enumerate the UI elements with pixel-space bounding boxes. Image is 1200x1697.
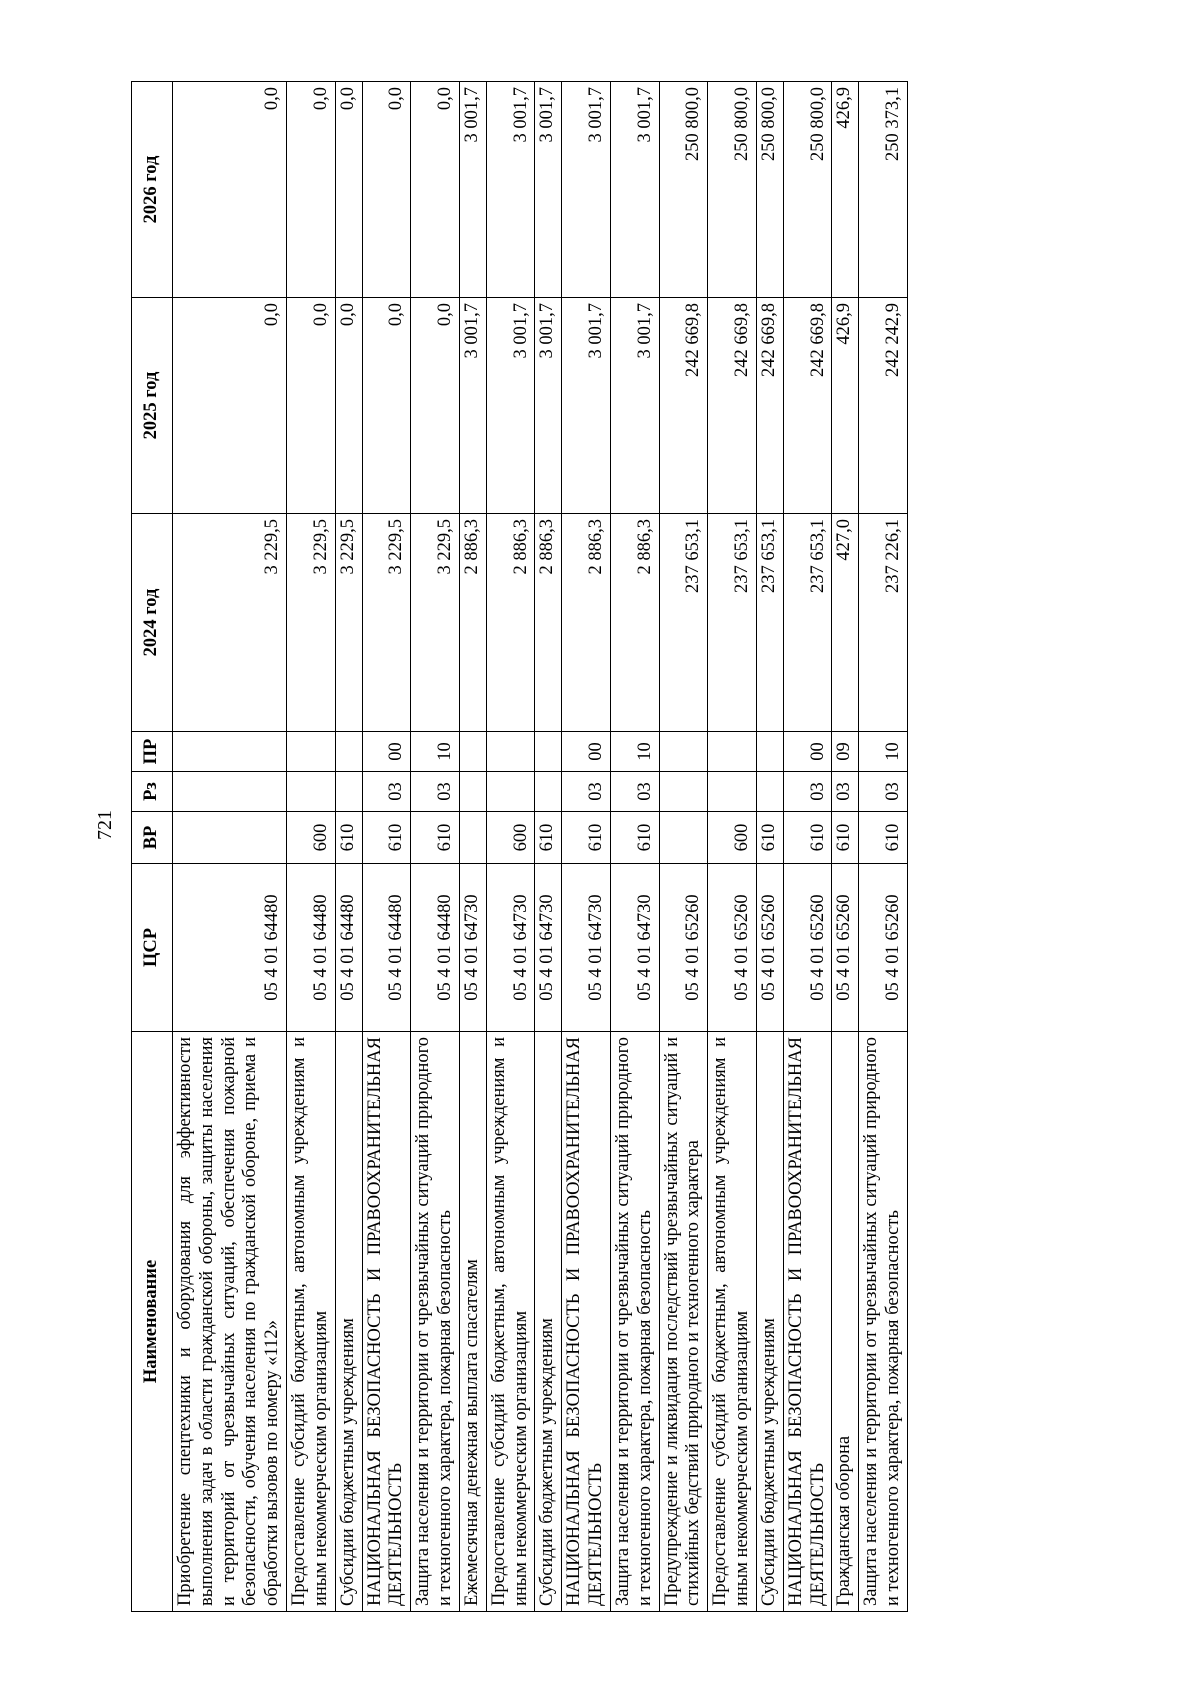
- table-body: [173, 82, 908, 1612]
- cell-2025: 3 001,7: [610, 298, 659, 514]
- table-row: [859, 82, 908, 1612]
- cell-pr: [756, 732, 783, 772]
- table-row: [659, 82, 708, 1612]
- cell-2026: 0,0: [362, 82, 411, 298]
- cell-rz: [535, 772, 562, 812]
- cell-rz: 03: [783, 772, 832, 812]
- table-row: [562, 82, 611, 1612]
- cell-vr: [173, 812, 287, 864]
- cell-rz: 03: [362, 772, 411, 812]
- table-row: [783, 82, 832, 1612]
- table-row: [411, 82, 460, 1612]
- cell-pr: 10: [859, 732, 908, 772]
- cell-2025: 0,0: [173, 298, 287, 514]
- cell-name: Субсидии бюджетным учреждениям: [335, 1032, 362, 1612]
- cell-name: Гражданская оборона: [832, 1032, 859, 1612]
- cell-2026: 0,0: [287, 82, 336, 298]
- cell-csr: 05 4 01 64480: [173, 864, 287, 1032]
- cell-pr: [659, 732, 708, 772]
- cell-pr: 00: [562, 732, 611, 772]
- cell-rz: [459, 772, 486, 812]
- table-row: [610, 82, 659, 1612]
- table-row: [832, 82, 859, 1612]
- cell-2026: 250 373,1: [859, 82, 908, 298]
- cell-vr: [659, 812, 708, 864]
- cell-vr: [459, 812, 486, 864]
- cell-2024: 2 886,3: [535, 514, 562, 732]
- cell-pr: 00: [362, 732, 411, 772]
- cell-2024: 237 226,1: [859, 514, 908, 732]
- cell-2024: 3 229,5: [411, 514, 460, 732]
- cell-name: Субсидии бюджетным учреждениям: [535, 1032, 562, 1612]
- cell-2026: 3 001,7: [610, 82, 659, 298]
- table-row: [486, 82, 535, 1612]
- cell-rz: 03: [859, 772, 908, 812]
- cell-2025: 242 669,8: [783, 298, 832, 514]
- page-number: 721: [94, 810, 116, 840]
- cell-2024: 427,0: [832, 514, 859, 732]
- cell-2026: 250 800,0: [783, 82, 832, 298]
- header-rz: Рз: [132, 772, 173, 812]
- cell-2024: 2 886,3: [459, 514, 486, 732]
- cell-name: Субсидии бюджетным учреждениям: [756, 1032, 783, 1612]
- cell-vr: 610: [832, 812, 859, 864]
- cell-vr: 610: [859, 812, 908, 864]
- cell-vr: 610: [362, 812, 411, 864]
- header-2024: 2024 год: [132, 514, 173, 732]
- cell-2025: 426,9: [832, 298, 859, 514]
- cell-vr: 610: [756, 812, 783, 864]
- cell-pr: [535, 732, 562, 772]
- cell-csr: 05 4 01 64730: [535, 864, 562, 1032]
- table-row: [335, 82, 362, 1612]
- cell-name: Предоставление субсидий бюджетным, автономным учреждениям и иным некоммерческим организациям: [708, 1032, 757, 1612]
- cell-csr: 05 4 01 64730: [610, 864, 659, 1032]
- cell-csr: 05 4 01 65260: [859, 864, 908, 1032]
- cell-2025: 0,0: [335, 298, 362, 514]
- cell-name: НАЦИОНАЛЬНАЯ БЕЗОПАСНОСТЬ И ПРАВООХРАНИТЕЛЬНАЯ ДЕЯТЕЛЬНОСТЬ: [783, 1032, 832, 1612]
- cell-rz: [756, 772, 783, 812]
- cell-2026: 0,0: [411, 82, 460, 298]
- cell-2024: 237 653,1: [783, 514, 832, 732]
- cell-2024: 3 229,5: [287, 514, 336, 732]
- cell-2025: 3 001,7: [486, 298, 535, 514]
- header-2025: 2025 год: [132, 298, 173, 514]
- cell-2025: 0,0: [411, 298, 460, 514]
- header-pr: ПР: [132, 732, 173, 772]
- cell-rz: 03: [610, 772, 659, 812]
- cell-2026: 250 800,0: [708, 82, 757, 298]
- table-row: [362, 82, 411, 1612]
- cell-2024: 3 229,5: [335, 514, 362, 732]
- cell-2026: 3 001,7: [535, 82, 562, 298]
- cell-2026: 426,9: [832, 82, 859, 298]
- header-2026: 2026 год: [132, 82, 173, 298]
- cell-pr: 09: [832, 732, 859, 772]
- cell-csr: 05 4 01 64480: [411, 864, 460, 1032]
- cell-csr: 05 4 01 65260: [832, 864, 859, 1032]
- cell-2024: 3 229,5: [173, 514, 287, 732]
- cell-name: Ежемесячная денежная выплата спасателям: [459, 1032, 486, 1612]
- cell-vr: 600: [486, 812, 535, 864]
- table-row: [287, 82, 336, 1612]
- cell-pr: [486, 732, 535, 772]
- cell-csr: 05 4 01 65260: [708, 864, 757, 1032]
- cell-2024: 2 886,3: [486, 514, 535, 732]
- cell-pr: [708, 732, 757, 772]
- cell-2026: 250 800,0: [659, 82, 708, 298]
- cell-2025: 3 001,7: [459, 298, 486, 514]
- cell-csr: 05 4 01 64730: [562, 864, 611, 1032]
- cell-2025: 3 001,7: [562, 298, 611, 514]
- cell-pr: 10: [610, 732, 659, 772]
- cell-csr: 05 4 01 64480: [335, 864, 362, 1032]
- cell-csr: 05 4 01 64480: [362, 864, 411, 1032]
- cell-vr: 600: [708, 812, 757, 864]
- cell-rz: 03: [562, 772, 611, 812]
- cell-name: Защита населения и территории от чрезвычайных ситуаций природного и техногенного характера, пожарная безопасность: [411, 1032, 460, 1612]
- cell-pr: 00: [783, 732, 832, 772]
- table-header-row: [132, 82, 173, 1612]
- cell-name: НАЦИОНАЛЬНАЯ БЕЗОПАСНОСТЬ И ПРАВООХРАНИТЕЛЬНАЯ ДЕЯТЕЛЬНОСТЬ: [562, 1032, 611, 1612]
- cell-vr: 600: [287, 812, 336, 864]
- cell-2025: 0,0: [287, 298, 336, 514]
- cell-rz: [287, 772, 336, 812]
- cell-csr: 05 4 01 65260: [756, 864, 783, 1032]
- cell-2025: 0,0: [362, 298, 411, 514]
- cell-rz: [335, 772, 362, 812]
- cell-2024: 2 886,3: [562, 514, 611, 732]
- cell-pr: 10: [411, 732, 460, 772]
- cell-2025: 242 669,8: [756, 298, 783, 514]
- cell-csr: 05 4 01 65260: [783, 864, 832, 1032]
- cell-2026: 0,0: [335, 82, 362, 298]
- cell-rz: [659, 772, 708, 812]
- cell-csr: 05 4 01 65260: [659, 864, 708, 1032]
- cell-2025: 242 242,9: [859, 298, 908, 514]
- cell-2024: 2 886,3: [610, 514, 659, 732]
- cell-2025: 242 669,8: [708, 298, 757, 514]
- cell-rz: 03: [411, 772, 460, 812]
- cell-name: Предоставление субсидий бюджетным, автономным учреждениям и иным некоммерческим организациям: [486, 1032, 535, 1612]
- header-vr: ВР: [132, 812, 173, 864]
- cell-2026: 3 001,7: [459, 82, 486, 298]
- table-row: [756, 82, 783, 1612]
- cell-2024: 3 229,5: [362, 514, 411, 732]
- header-name: Наименование: [132, 1032, 173, 1612]
- table-row: [459, 82, 486, 1612]
- cell-2026: 0,0: [173, 82, 287, 298]
- budget-table: [131, 81, 908, 1612]
- cell-vr: 610: [335, 812, 362, 864]
- cell-vr: 610: [610, 812, 659, 864]
- cell-pr: [173, 732, 287, 772]
- cell-rz: 03: [832, 772, 859, 812]
- cell-name: НАЦИОНАЛЬНАЯ БЕЗОПАСНОСТЬ И ПРАВООХРАНИТЕЛЬНАЯ ДЕЯТЕЛЬНОСТЬ: [362, 1032, 411, 1612]
- cell-2026: 3 001,7: [562, 82, 611, 298]
- cell-name: Предупреждение и ликвидация последствий чрезвычайных ситуаций и стихийных бедствий природного и техногенного характера: [659, 1032, 708, 1612]
- cell-rz: [708, 772, 757, 812]
- cell-rz: [486, 772, 535, 812]
- cell-2025: 3 001,7: [535, 298, 562, 514]
- cell-name: Приобретение спецтехники и оборудования для эффективности выполнения задач в области гражданской обороны, защиты населения и территорий от чрезвычайных ситуаций, обеспечения пожарной безопасности, обучения населения по гражданской обороне, приема и обработки вызовов по номеру «112»: [173, 1032, 287, 1612]
- cell-2024: 237 653,1: [659, 514, 708, 732]
- cell-2025: 242 669,8: [659, 298, 708, 514]
- cell-csr: 05 4 01 64480: [287, 864, 336, 1032]
- cell-2026: 3 001,7: [486, 82, 535, 298]
- cell-2026: 250 800,0: [756, 82, 783, 298]
- cell-csr: 05 4 01 64730: [486, 864, 535, 1032]
- table-row: [173, 82, 287, 1612]
- table-row: [708, 82, 757, 1612]
- cell-name: Предоставление субсидий бюджетным, автономным учреждениям и иным некоммерческим организациям: [287, 1032, 336, 1612]
- cell-vr: 610: [783, 812, 832, 864]
- cell-2024: 237 653,1: [756, 514, 783, 732]
- cell-name: Защита населения и территории от чрезвычайных ситуаций природного и техногенного характера, пожарная безопасность: [610, 1032, 659, 1612]
- cell-csr: 05 4 01 64730: [459, 864, 486, 1032]
- cell-name: Защита населения и территории от чрезвычайных ситуаций природного и техногенного характера, пожарная безопасность: [859, 1032, 908, 1612]
- budget-table-container: [131, 82, 1066, 1612]
- cell-pr: [287, 732, 336, 772]
- cell-2024: 237 653,1: [708, 514, 757, 732]
- header-csr: ЦСР: [132, 864, 173, 1032]
- cell-vr: 610: [535, 812, 562, 864]
- table-row: [535, 82, 562, 1612]
- cell-pr: [459, 732, 486, 772]
- cell-pr: [335, 732, 362, 772]
- cell-rz: [173, 772, 287, 812]
- cell-vr: 610: [562, 812, 611, 864]
- cell-vr: 610: [411, 812, 460, 864]
